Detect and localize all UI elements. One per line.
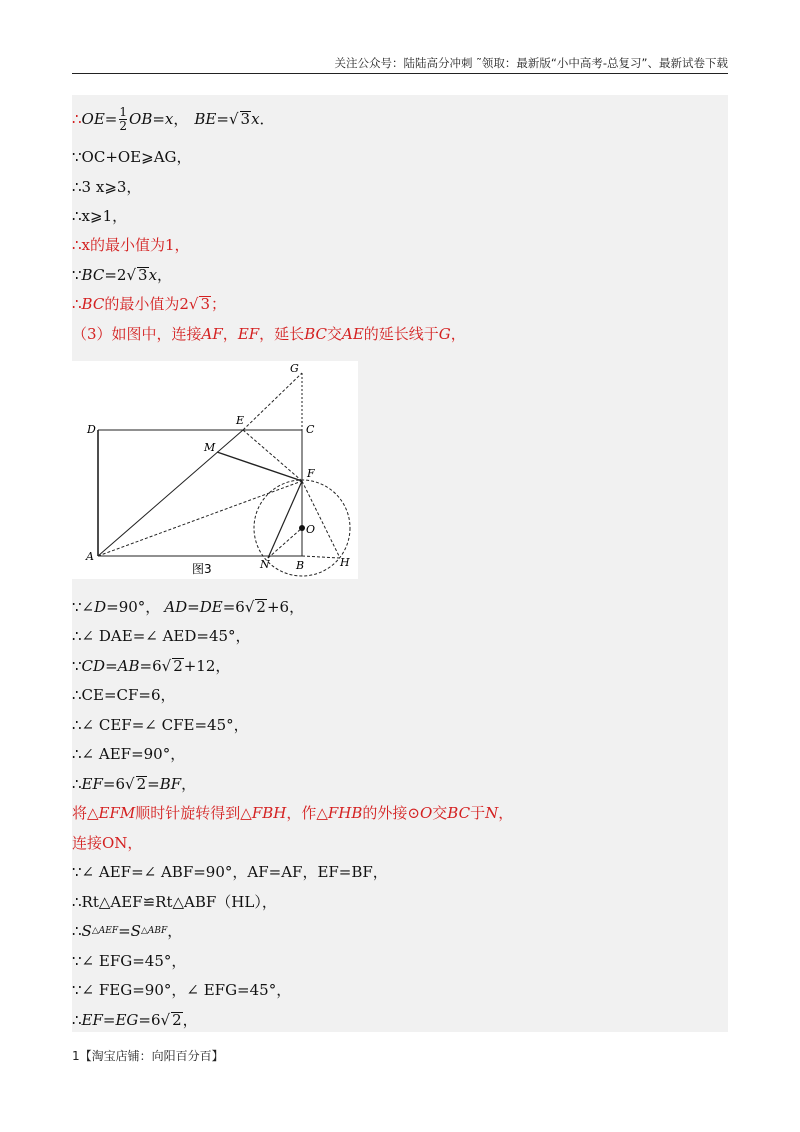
math-line: ∴∠ CEF=∠ CFE=45°， xyxy=(72,716,249,734)
math-line: ∴3 x⩾3， xyxy=(72,178,142,196)
math-line: ∴ EF =6 √ 2 = BF ， xyxy=(72,775,197,793)
label-o: O xyxy=(306,523,316,536)
label-b: B xyxy=(296,559,305,572)
label-f: F xyxy=(307,467,315,480)
label-c: C xyxy=(306,423,315,436)
extension-eg xyxy=(243,373,302,430)
math-line: ∴∠ DAE=∠ AED=45°， xyxy=(72,627,251,645)
math-line: ∴x⩾1， xyxy=(72,207,128,225)
math-line: （3）如图中，连接 AF ， EF ，延长 BC 交 AE 的延长线于 G ， xyxy=(72,325,466,343)
math-line: 将△ EFM 顺时针旋转得到△ FBH ，作△ FHB 的外接⊙ O 交 BC 于 N ， xyxy=(72,804,514,822)
page-footer: 1【淘宝店铺：向阳百分百】 xyxy=(72,1049,224,1063)
math-line: ∵ CD = AB =6 √ 2 +12， xyxy=(72,657,231,675)
math-line: 连接ON， xyxy=(72,834,143,852)
math-line: ∴ EF = EG =6 √ 2 ， xyxy=(72,1011,198,1029)
math-line: ∵∠ EFG=45°， xyxy=(72,952,187,970)
segment-ef xyxy=(243,430,302,481)
math-line: ∴x的最小值为1， xyxy=(72,236,190,254)
header-divider xyxy=(72,73,728,74)
segment-af xyxy=(98,481,302,556)
label-g: G xyxy=(290,362,299,375)
label-e: E xyxy=(236,414,245,427)
math-line: ∴ OE = $\frac{1}{2}$ OB = x ， BE = √ 3 x ． xyxy=(72,104,275,133)
segment-mf xyxy=(217,452,302,481)
figure-drawing xyxy=(72,361,358,579)
segment-ae xyxy=(98,430,243,556)
math-line: ∵∠ AEF=∠ ABF=90°，AF=AF，EF=BF， xyxy=(72,863,388,881)
segment-bh xyxy=(302,556,340,558)
figure-caption: 图3 xyxy=(192,562,212,576)
math-line: ∵ BC =2 √ 3 x ， xyxy=(72,266,173,284)
fraction: $\frac{1}{2}$ xyxy=(119,104,128,133)
math-line: ∴ BC 的最小值为2 √ 3 ； xyxy=(72,295,226,313)
math-line: ∴Rt△AEF≌Rt△ABF（HL）， xyxy=(72,893,277,911)
solution-content xyxy=(72,95,728,1032)
math-line: ∵OC+OE⩾AG， xyxy=(72,148,192,166)
segment-no xyxy=(268,528,302,558)
page-header: 关注公众号：陆陆高分冲刺 ˜领取：最新版“小中高考-总复习”、最新试卷下载 xyxy=(334,56,728,70)
math-line: ∴∠ AEF=90°， xyxy=(72,745,186,763)
math-line: ∵∠ D =90°， AD = DE =6 √ 2 +6， xyxy=(72,598,305,616)
math-line: ∴CE=CF=6， xyxy=(72,686,176,704)
label-h: H xyxy=(340,556,350,569)
math-line: ∵∠ FEG=90°，∠ EFG=45°， xyxy=(72,981,292,999)
center-o xyxy=(299,525,305,531)
label-a: A xyxy=(86,550,94,563)
label-n: N xyxy=(260,558,270,571)
label-m: M xyxy=(204,441,216,454)
math-line: ∴ S △AEF = S △ABF ， xyxy=(72,922,183,940)
segment-fn xyxy=(268,481,302,558)
label-d: D xyxy=(87,423,96,436)
geometry-figure xyxy=(72,361,358,579)
